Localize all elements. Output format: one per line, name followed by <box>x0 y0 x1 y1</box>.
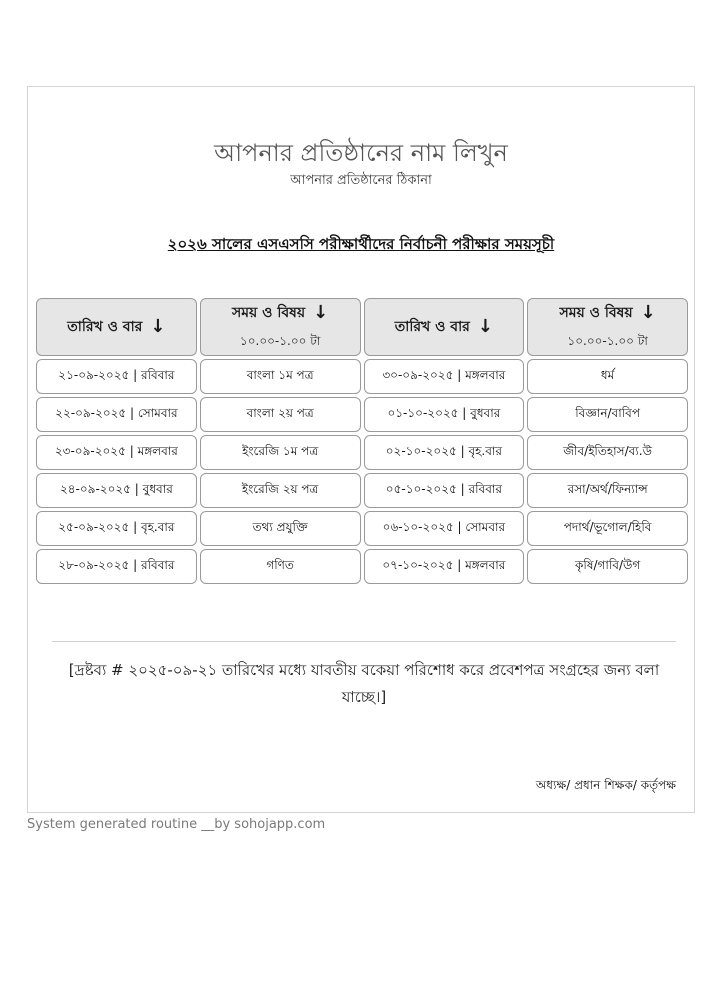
notice-text: [দ্রষ্টব্য # ২০২৫-০৯-২১ তারিখের মধ্যে যাবতীয় বকেয়া পরিশোধ করে প্রবেশপত্র সংগ্রহের জন্য বলা যাচ্ছে।] <box>68 661 660 706</box>
date-cell: ২৪-০৯-২০২৫ | বুধবার <box>36 473 197 508</box>
header-time-subject <box>200 298 361 356</box>
date-cell: ৩০-০৯-২০২৫ | মঙ্গলবার <box>364 359 525 394</box>
arrow-down-icon: ↓ <box>313 302 329 323</box>
subject-cell: ইংরেজি ২য় পত্র <box>200 473 361 508</box>
institution-address: আপনার প্রতিষ্ঠানের ঠিকানা <box>290 173 432 188</box>
header-date-day-label: তারিখ ও বার <box>67 319 143 335</box>
date-cell: ০৫-১০-২০২৫ | রবিবার <box>364 473 525 508</box>
header-date-day-label: তারিখ ও বার <box>394 319 470 335</box>
subject-cell: বিজ্ঞান/বাবিপ <box>527 397 688 432</box>
subject-cell: ধর্ম <box>527 359 688 394</box>
date-cell: ০২-১০-২০২৫ | বৃহ.বার <box>364 435 525 470</box>
subject-cell: তথ্য প্রযুক্তি <box>200 511 361 546</box>
date-cell: ০১-১০-২০২৫ | বুধবার <box>364 397 525 432</box>
subject-cell: জীব/ইতিহাস/ব্য.উ <box>527 435 688 470</box>
date-cell: ০৭-১০-২০২৫ | মঙ্গলবার <box>364 549 525 584</box>
date-cell: ২৩-০৯-২০২৫ | মঙ্গলবার <box>36 435 197 470</box>
routine-sheet <box>27 86 695 813</box>
footer-credit: System generated routine __by sohojapp.com <box>27 817 326 832</box>
subject-cell: কৃষি/গাবি/উগ <box>527 549 688 584</box>
arrow-down-icon: ↓ <box>640 302 656 323</box>
header-time: ১০.০০-১.০০ টা <box>239 334 321 348</box>
arrow-down-icon: ↓ <box>150 316 166 337</box>
header-date-day <box>36 298 197 356</box>
signature-text: অধ্যক্ষ/ প্রধান শিক্ষক/ কর্তৃপক্ষ <box>535 778 676 792</box>
subject-cell: বাংলা ২য় পত্র <box>200 397 361 432</box>
divider <box>52 641 676 642</box>
header-time-subject <box>527 298 688 356</box>
date-cell: ০৬-১০-২০২৫ | সোমবার <box>364 511 525 546</box>
routine-table <box>36 298 688 584</box>
date-cell: ২৮-০৯-২০২৫ | রবিবার <box>36 549 197 584</box>
subject-cell: পদার্থ/ভূগোল/হিবি <box>527 511 688 546</box>
institution-name: আপনার প্রতিষ্ঠানের নাম লিখুন <box>214 139 508 167</box>
date-cell: ২১-০৯-২০২৫ | রবিবার <box>36 359 197 394</box>
header-time-subject-label: সময় ও বিষয় <box>559 305 633 321</box>
subject-cell: বাংলা ১ম পত্র <box>200 359 361 394</box>
date-cell: ২৫-০৯-২০২৫ | বৃহ.বার <box>36 511 197 546</box>
header-date-day <box>364 298 525 356</box>
header-time-subject-label: সময় ও বিষয় <box>232 305 306 321</box>
routine-title: ২০২৬ সালের এসএসসি পরীক্ষার্থীদের নির্বাচনী পরীক্ষার সময়সূচী <box>167 235 555 253</box>
arrow-down-icon: ↓ <box>477 316 493 337</box>
date-cell: ২২-০৯-২০২৫ | সোমবার <box>36 397 197 432</box>
subject-cell: রসা/অর্থ/ফিন্যান্স <box>527 473 688 508</box>
subject-cell: ইংরেজি ১ম পত্র <box>200 435 361 470</box>
header-time: ১০.০০-১.০০ টা <box>567 334 648 348</box>
subject-cell: গণিত <box>200 549 361 584</box>
